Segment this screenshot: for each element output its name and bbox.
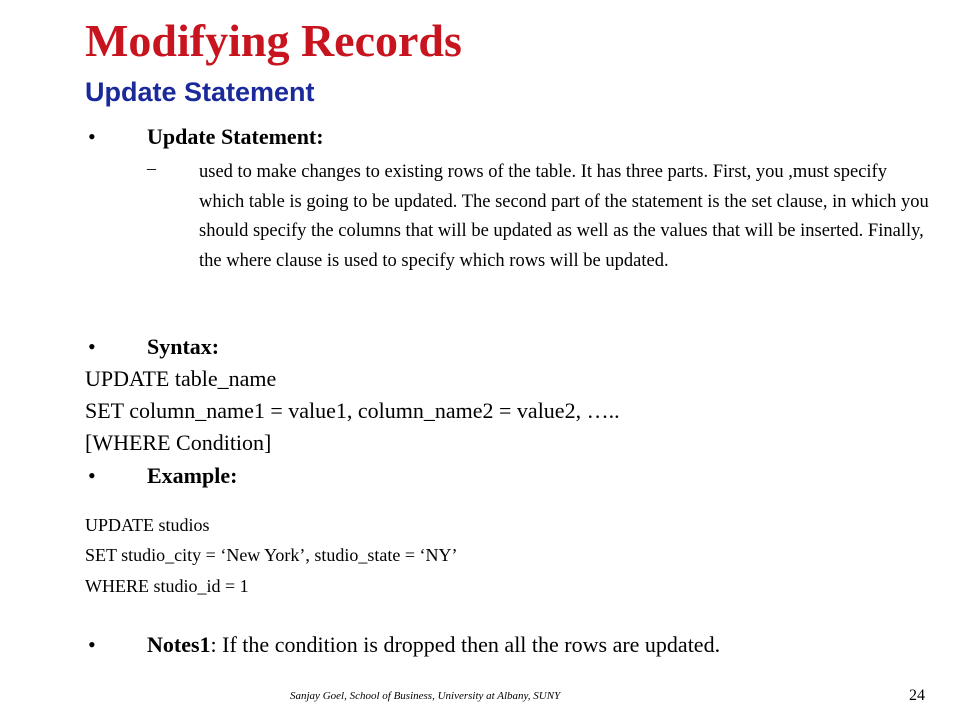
bullet-marker: • <box>88 463 96 488</box>
notes-label: Notes1 <box>147 632 211 657</box>
syntax-line: [WHERE Condition] <box>85 430 272 455</box>
example-line: UPDATE studios <box>85 515 210 535</box>
bullet-marker: • <box>88 632 96 657</box>
sub-bullet-dash: – <box>147 158 156 178</box>
update-statement-description: used to make changes to existing rows of the table. It has three parts. First, you ,must specify which table is going to be updated. The second part of the statement is the set clause, in which you should specify the columns that will be updated as well as the values that will be inserted. Finally, the where clause is used to specify which rows will be updated. <box>199 162 929 271</box>
example-line: WHERE studio_id = 1 <box>85 576 249 596</box>
notes-text <box>147 632 720 658</box>
notes-body: : If the condition is dropped then all the rows are updated. <box>210 632 721 657</box>
footer-credit: Sanjay Goel, School of Business, University at Albany, SUNY <box>290 690 561 702</box>
page-number: 24 <box>909 687 925 704</box>
slide-subtitle: Update Statement <box>85 77 315 107</box>
syntax-line: SET column_name1 = value1, column_name2 = value2, ….. <box>85 398 620 423</box>
update-statement-label: Update Statement: <box>147 124 324 149</box>
example-line: SET studio_city = ‘New York’, studio_state = ‘NY’ <box>85 545 458 565</box>
syntax-label: Syntax: <box>147 334 220 359</box>
syntax-line: UPDATE table_name <box>85 366 277 391</box>
bullet-marker: • <box>88 124 96 149</box>
example-label: Example: <box>147 463 238 488</box>
bullet-marker: • <box>88 334 96 359</box>
slide-title: Modifying Records <box>85 15 462 66</box>
